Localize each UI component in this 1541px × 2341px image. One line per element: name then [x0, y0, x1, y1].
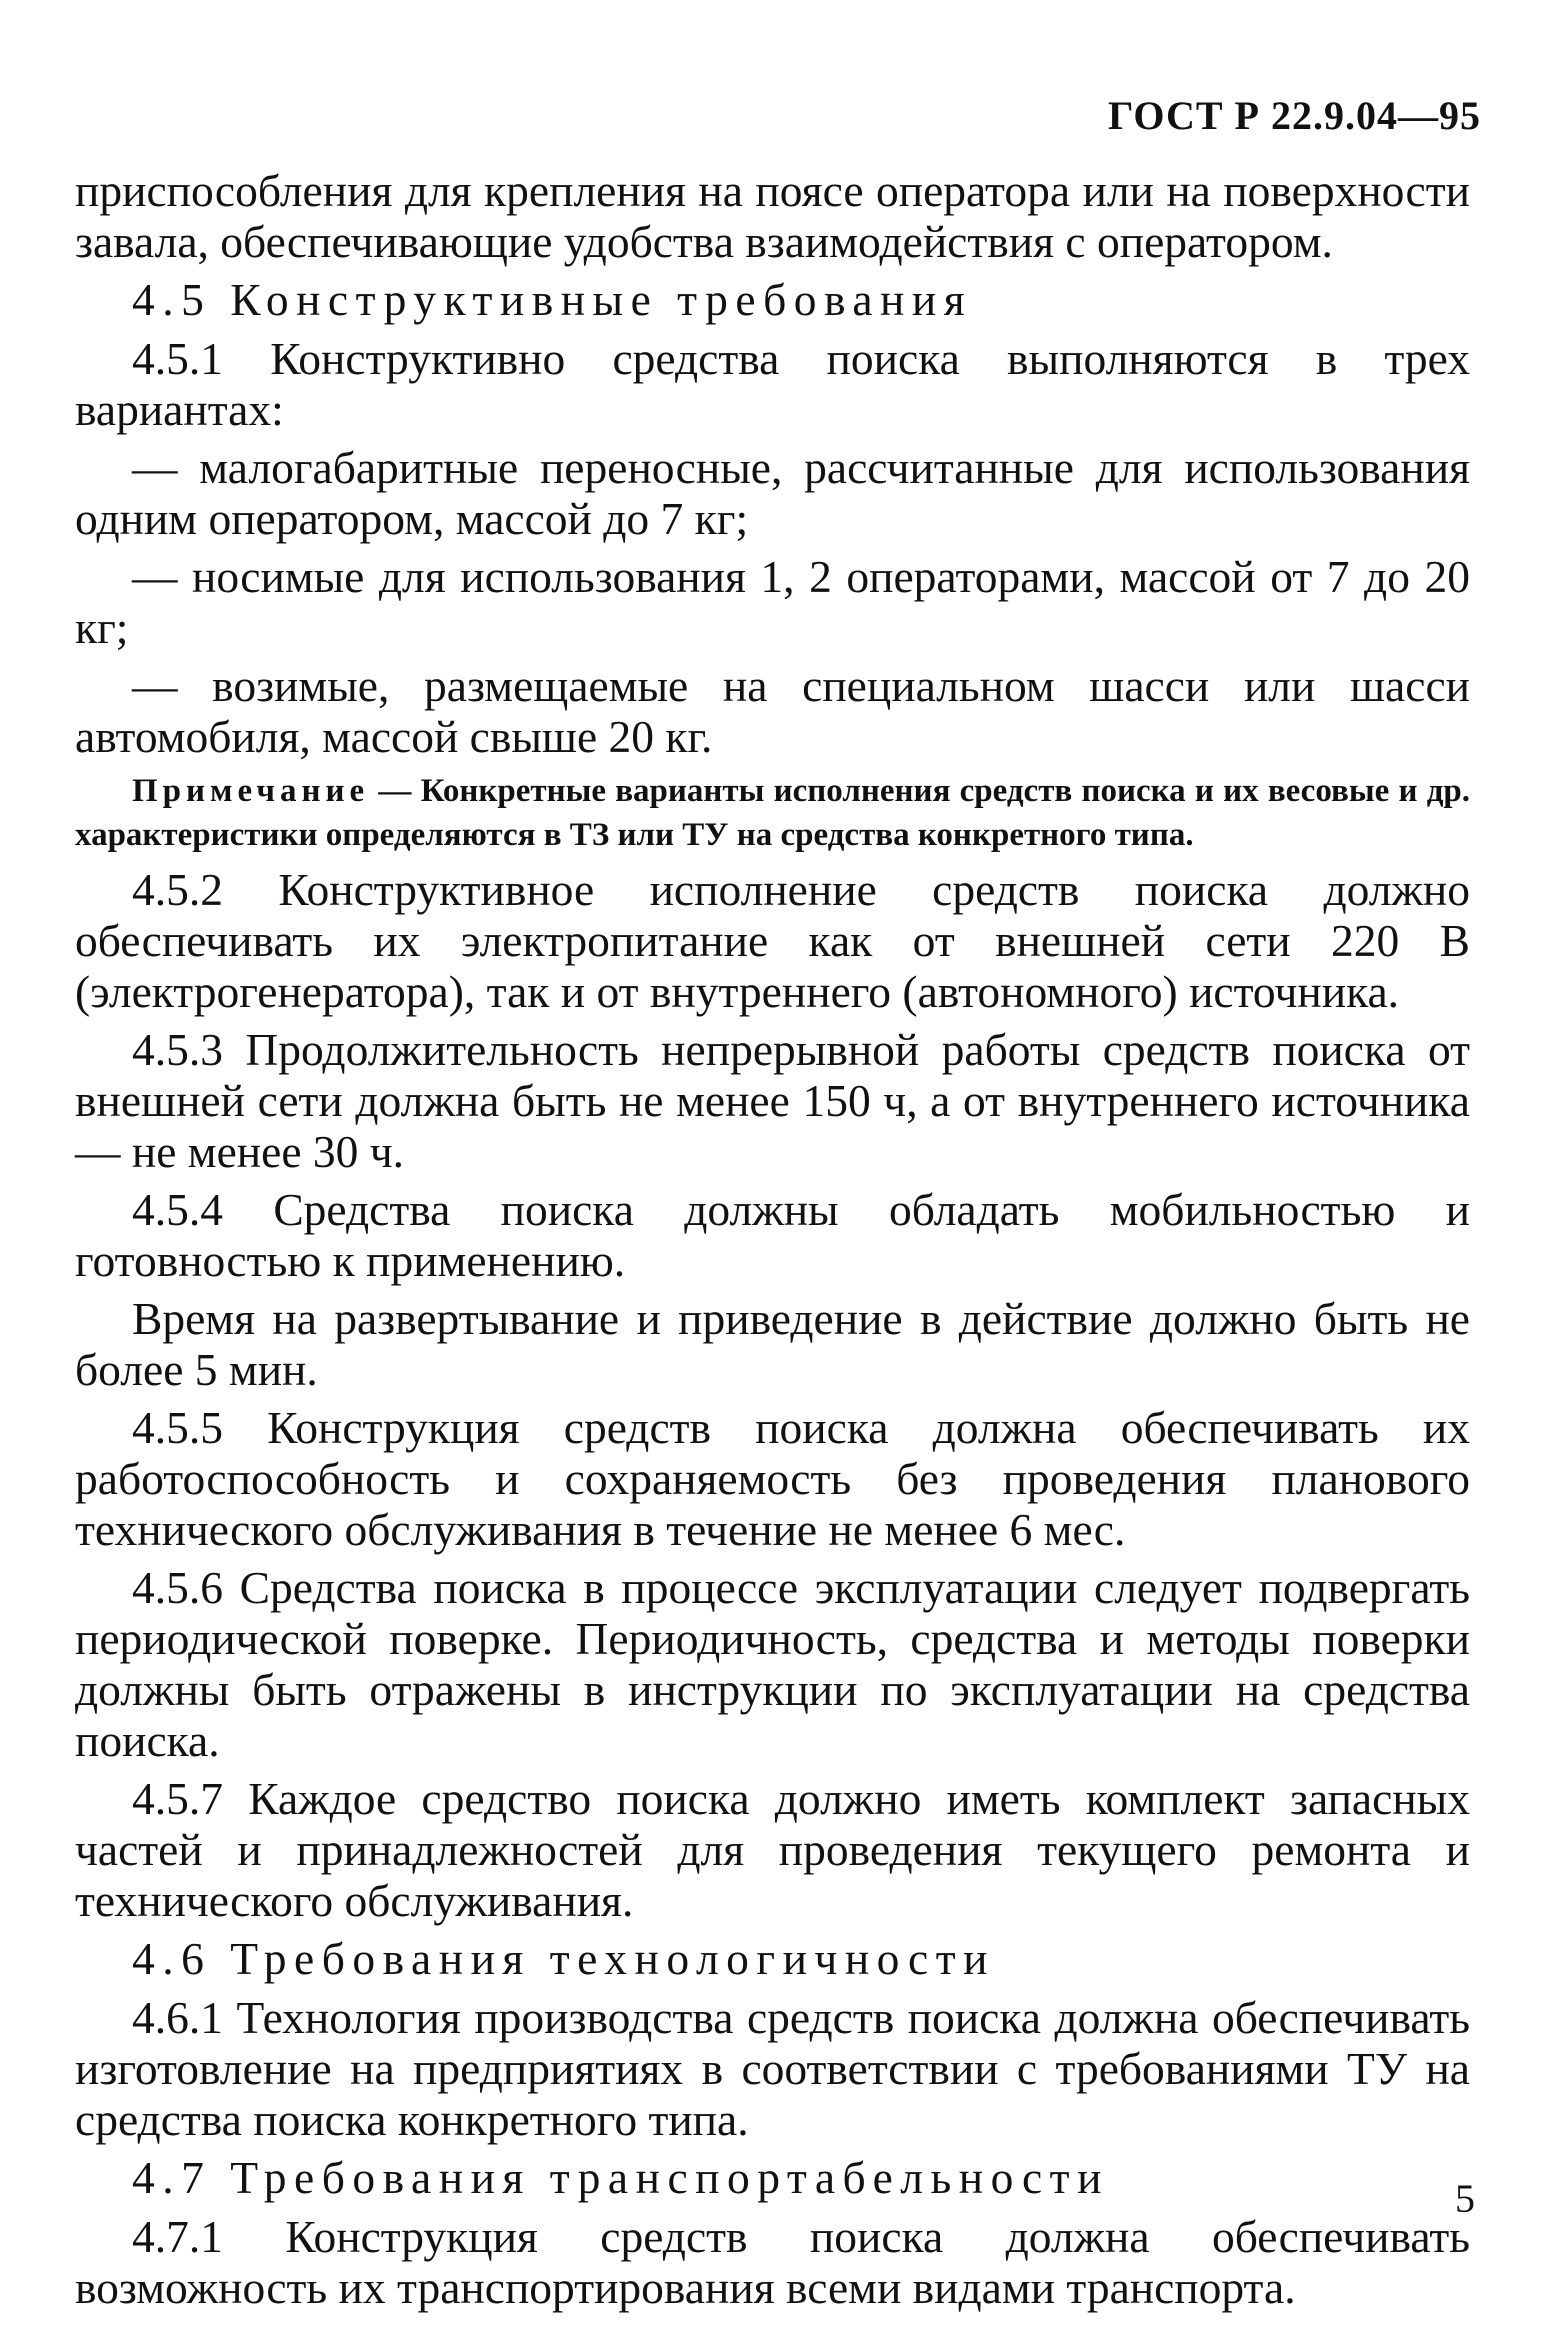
list-item-vehicle: — возимые, размещаемые на специальном шасси или шасси автомобиля, массой свыше 20 кг. [75, 660, 1470, 762]
section-title-4-6: 4.6 Требования технологичности [132, 1933, 995, 1984]
note-paragraph [75, 769, 1470, 857]
section-title-4-5: 4.5 Конструктивные требования [132, 274, 973, 325]
paragraph-4-5-6: 4.5.6 Средства поиска в процессе эксплуатации следует подвергать периодической поверке. Периодичность, средства и методы поверки должны быть отражены в инструкции по эксплуатации на средства поиска. [75, 1562, 1470, 1766]
list-item-portable: — малогабаритные переносные, рассчитанные для использования одним оператором, массой до 7 кг; [75, 442, 1470, 544]
paragraph-4-5-1: 4.5.1 Конструктивно средства поиска выполняются в трех вариантах: [75, 333, 1470, 435]
paragraph-continuation: приспособления для крепления на поясе оператора или на поверхности завала, обеспечивающие удобства взаимодействия с оператором. [75, 165, 1470, 267]
note-text: — Конкретные варианты исполнения средств поиска и их весовые и др. характеристики определяются в ТЗ или ТУ на средства конкретного типа. [75, 773, 1470, 853]
paragraph-4-6-1: 4.6.1 Технология производства средств поиска должна обеспечивать изготовление на предприятиях в соответствии с требованиями ТУ на средства поиска конкретного типа. [75, 1992, 1470, 2145]
list-item-wearable: — носимые для использования 1, 2 операторами, массой от 7 до 20 кг; [75, 551, 1470, 653]
document-code-header: ГОСТ Р 22.9.04—95 [1107, 93, 1481, 138]
paragraph-4-5-3: 4.5.3 Продолжительность непрерывной работы средств поиска от внешней сети должна быть не менее 150 ч, а от внутреннего источника — не менее 30 ч. [75, 1024, 1470, 1177]
paragraph-4-5-5: 4.5.5 Конструкция средств поиска должна обеспечивать их работоспособность и сохраняемость без проведения планового технического обслуживания в течение не менее 6 мес. [75, 1402, 1470, 1555]
paragraph-4-7-1: 4.7.1 Конструкция средств поиска должна обеспечивать возможность их транспортирования всеми видами транспорта. [75, 2211, 1470, 2313]
page-number: 5 [1455, 2176, 1475, 2221]
note-label: Примечание [132, 773, 370, 809]
document-body [75, 165, 1470, 2320]
section-title-4-7: 4.7 Требования транспортабельности [132, 2152, 1109, 2203]
paragraph-4-5-7: 4.5.7 Каждое средство поиска должно иметь комплект запасных частей и принадлежностей для проведения текущего ремонта и технического обслуживания. [75, 1773, 1470, 1926]
paragraph-4-5-4: 4.5.4 Средства поиска должны обладать мобильностью и готовностью к применению. [75, 1184, 1470, 1286]
paragraph-4-5-2: 4.5.2 Конструктивное исполнение средств поиска должно обеспечивать их электропитание как от внешней сети 220 В (электрогенератора), так и от внутреннего (автономного) источника. [75, 864, 1470, 1017]
paragraph-4-5-4-deploy-time: Время на развертывание и приведение в действие должно быть не более 5 мин. [75, 1293, 1470, 1395]
